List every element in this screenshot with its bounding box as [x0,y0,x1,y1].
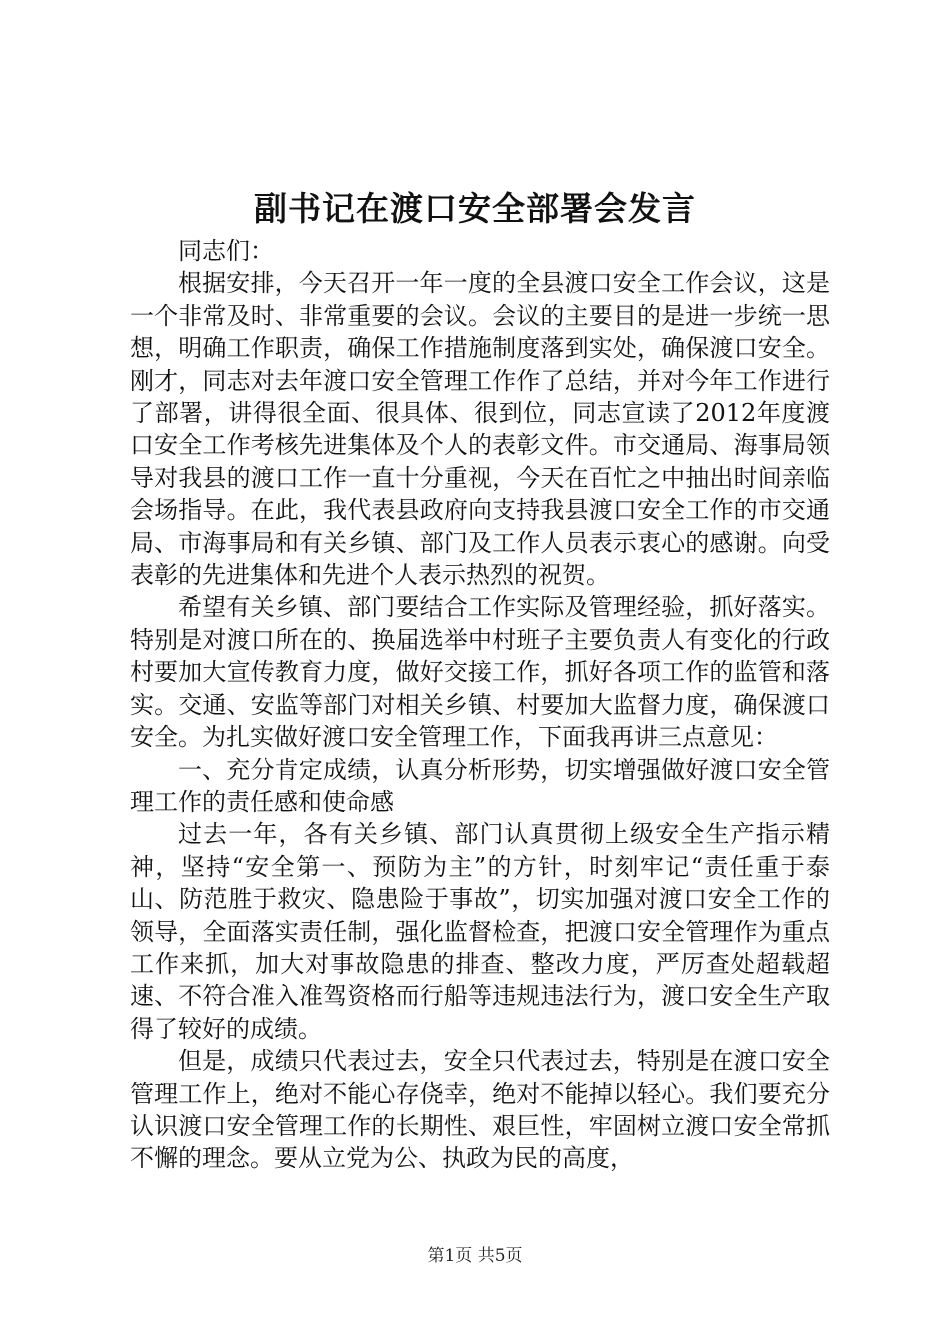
body-paragraph: 但是，成绩只代表过去，安全只代表过去，特别是在渡口安全管理工作上，绝对不能心存侥幸，绝对不能掉以轻心。我们要充分认识渡口安全管理工作的长期性、艰巨性，牢固树立渡口安全常抓不懈的理念。要从立党为公、执政为民的高度， [130,1047,830,1173]
document-title: 副书记在渡口安全部署会发言 [254,189,696,228]
body-paragraph: 根据安排，今天召开一年一度的全县渡口安全工作会议，这是一个非常及时、非常重要的会议。会议的主要目的是进一步统一思想，明确工作职责，确保工作措施制度落到实处，确保渡口安全。刚才，同志对去年渡口安全管理工作作了总结，并对今年工作进行了部署，讲得很全面、很具体、很到位，同志宣读了2012年度渡口安全工作考核先进集体及个人的表彰文件。市交通局、海事局领导对我县的渡口工作一直十分重视，今天在百忙之中抽出时间亲临会场指导。在此，我代表县政府向支持我县渡口安全工作的市交通局、市海事局和有关乡镇、部门及工作人员表示衷心的感谢。向受表彰的先进集体和先进个人表示热烈的祝贺。 [130,269,830,590]
body-paragraph: 过去一年，各有关乡镇、部门认真贯彻上级安全生产指示精神，坚持“安全第一、预防为主”的方针，时刻牢记“责任重于泰山、防范胜于救灾、隐患险于事故”，切实加强对渡口安全工作的领导，全面落实责任制，强化监督检查，把渡口安全管理作为重点工作来抓，加大对事故隐患的排查、整改力度，严厉查处超载超速、不符合准入准驾资格而行船等违规违法行为，渡口安全生产取得了较好的成绩。 [130,820,830,1043]
section-heading: 一、充分肯定成绩，认真分析形势，切实增强做好渡口安全管理工作的责任感和使命感 [130,755,830,816]
body-paragraph: 希望有关乡镇、部门要结合工作实际及管理经验，抓好落实。特别是对渡口所在的、换届选举中村班子主要负责人有变化的行政村要加大宣传教育力度，做好交接工作，抓好各项工作的监管和落实。交通、安监等部门对相关乡镇、村要加大监督力度，确保渡口安全。为扎实做好渡口安全管理工作，下面我再讲三点意见： [130,593,830,752]
page-footer: 第1页 共5页 [427,1246,523,1266]
document-body [130,235,830,1175]
salutation-paragraph: 同志们： [178,237,274,265]
